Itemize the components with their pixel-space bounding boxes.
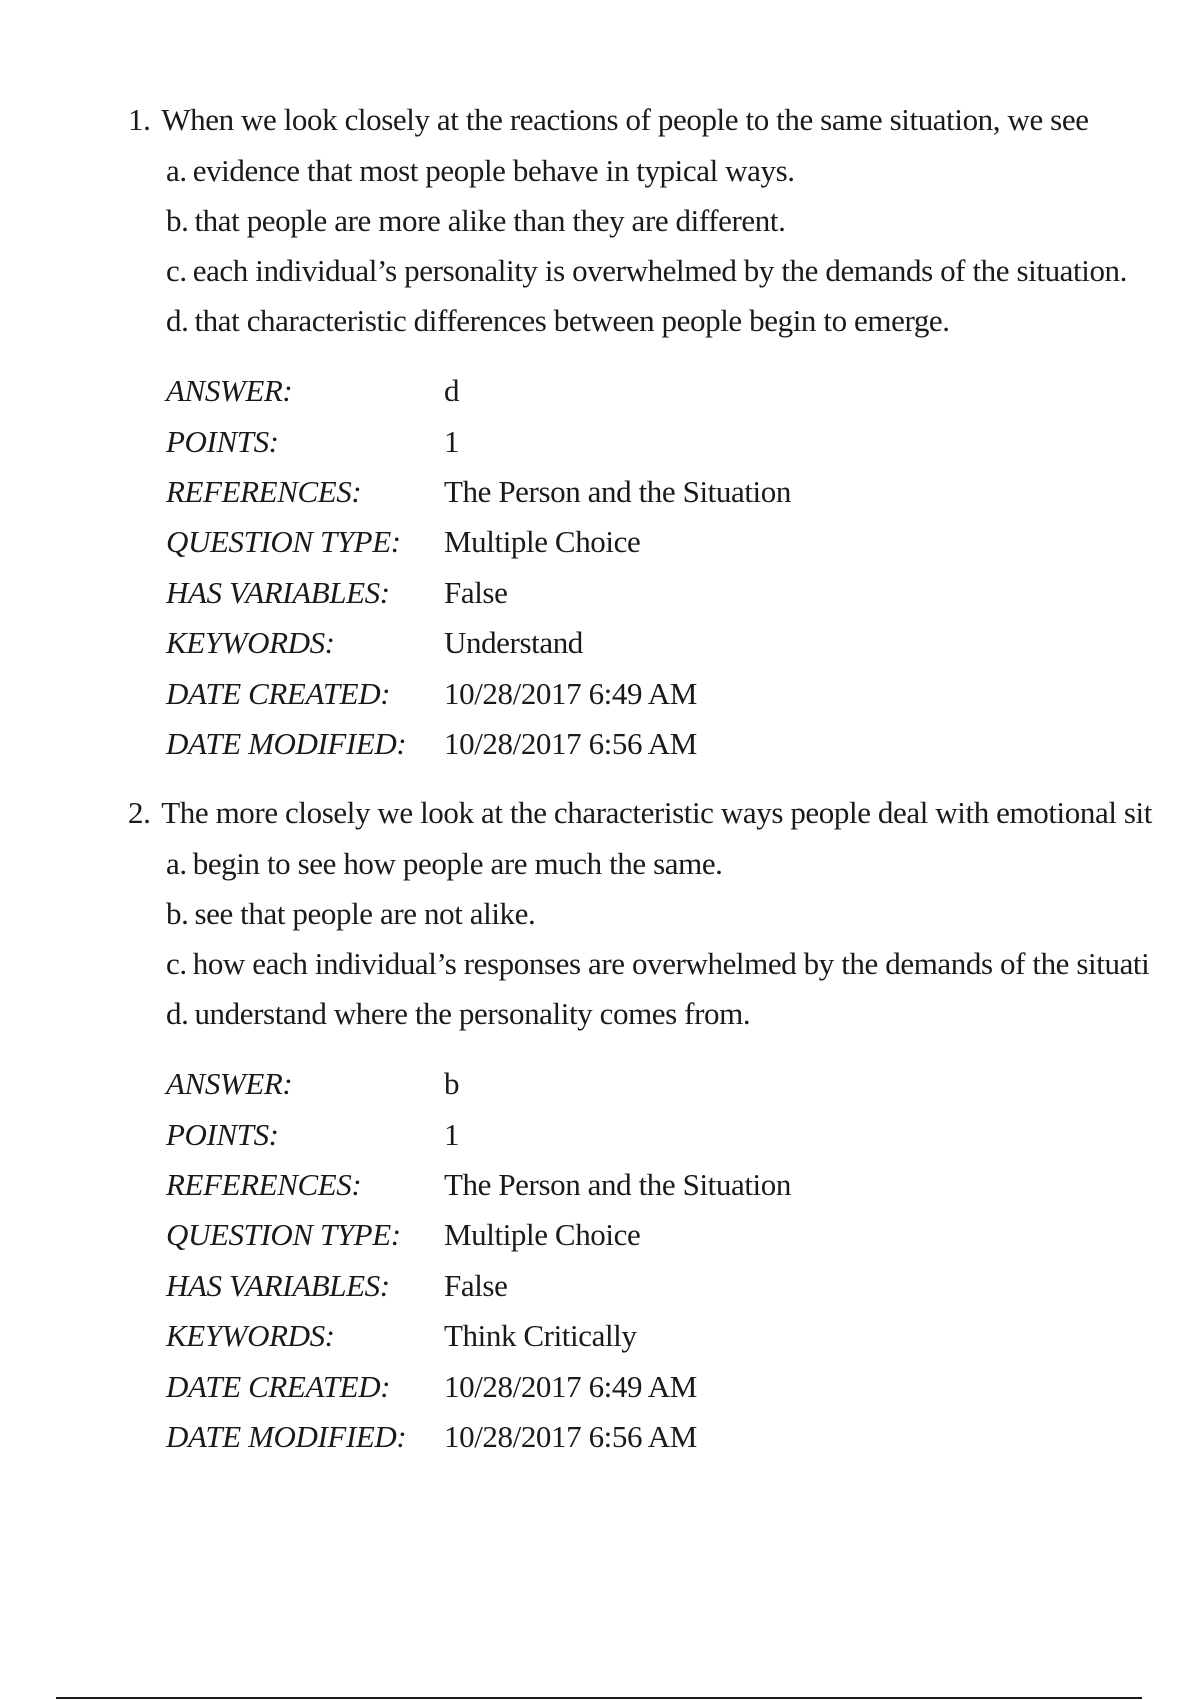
option-text: understand where the personality comes from. xyxy=(194,996,751,1031)
meta-value: False xyxy=(444,574,508,610)
footer-divider xyxy=(56,1697,1142,1699)
option-d xyxy=(166,296,1200,346)
meta-key: ANSWER: xyxy=(166,373,293,409)
meta-key: DATE CREATED: xyxy=(166,675,391,711)
meta-key: KEYWORDS: xyxy=(166,625,335,661)
meta-row-keywords xyxy=(166,1311,791,1361)
meta-row-date-modified xyxy=(166,719,791,769)
meta-value: 1 xyxy=(444,423,460,459)
meta-value: d xyxy=(444,373,460,409)
option-letter: b. xyxy=(166,896,189,931)
meta-key: QUESTION TYPE: xyxy=(166,1217,401,1253)
meta-key: POINTS: xyxy=(166,423,279,459)
option-text: that characteristic differences between people begin to emerge. xyxy=(194,303,950,338)
option-letter: d. xyxy=(166,303,189,338)
option-a xyxy=(166,839,1200,889)
option-text: each individual’s personality is overwhelmed by the demands of the situation. xyxy=(192,253,1128,288)
option-d xyxy=(166,989,1200,1039)
meta-key: DATE CREATED: xyxy=(166,1368,391,1404)
question-metadata xyxy=(166,1059,791,1462)
meta-row-has-variables xyxy=(166,1261,791,1311)
option-letter: d. xyxy=(166,996,189,1031)
meta-key: REFERENCES: xyxy=(166,1166,362,1202)
meta-row-question-type xyxy=(166,1210,791,1260)
meta-value: Think Critically xyxy=(444,1318,637,1354)
option-letter: a. xyxy=(166,846,187,881)
question-text: The more closely we look at the characteristic ways people deal with emotional sit xyxy=(161,795,1152,830)
option-text: see that people are not alike. xyxy=(194,896,536,931)
question-number: 1. xyxy=(128,102,151,137)
meta-row-references xyxy=(166,1160,791,1210)
meta-value: 10/28/2017 6:56 AM xyxy=(444,1418,697,1454)
meta-key: QUESTION TYPE: xyxy=(166,524,401,560)
option-a xyxy=(166,146,1200,196)
option-c xyxy=(166,939,1200,989)
question-text: When we look closely at the reactions of people to the same situation, we see xyxy=(161,102,1089,137)
meta-key: KEYWORDS: xyxy=(166,1318,335,1354)
meta-row-keywords xyxy=(166,618,791,668)
meta-value: Multiple Choice xyxy=(444,1217,641,1253)
option-letter: c. xyxy=(166,946,187,981)
meta-key: POINTS: xyxy=(166,1116,279,1152)
option-letter: a. xyxy=(166,153,187,188)
meta-key: DATE MODIFIED: xyxy=(166,1418,407,1454)
question-number: 2. xyxy=(128,795,151,830)
question-stem xyxy=(128,793,1200,833)
meta-row-date-created xyxy=(166,668,791,718)
meta-row-answer xyxy=(166,366,791,416)
meta-value: b xyxy=(444,1066,460,1102)
meta-value: 1 xyxy=(444,1116,460,1152)
option-b xyxy=(166,196,1200,246)
option-text: begin to see how people are much the same. xyxy=(192,846,723,881)
answer-options xyxy=(166,146,1200,346)
meta-row-date-created xyxy=(166,1361,791,1411)
meta-row-has-variables xyxy=(166,568,791,618)
option-text: how each individual’s responses are overwhelmed by the demands of the situati xyxy=(192,946,1150,981)
meta-key: HAS VARIABLES: xyxy=(166,574,390,610)
answer-options xyxy=(166,839,1200,1039)
meta-key: ANSWER: xyxy=(166,1066,293,1102)
meta-value: 10/28/2017 6:56 AM xyxy=(444,725,697,761)
meta-row-question-type xyxy=(166,517,791,567)
meta-row-answer xyxy=(166,1059,791,1109)
meta-value: 10/28/2017 6:49 AM xyxy=(444,675,697,711)
meta-row-points xyxy=(166,1109,791,1159)
option-c xyxy=(166,246,1200,296)
meta-value: The Person and the Situation xyxy=(444,1166,791,1202)
option-text: evidence that most people behave in typical ways. xyxy=(192,153,795,188)
option-b xyxy=(166,889,1200,939)
meta-value: 10/28/2017 6:49 AM xyxy=(444,1368,697,1404)
meta-row-date-modified xyxy=(166,1412,791,1462)
meta-row-points xyxy=(166,416,791,466)
option-letter: b. xyxy=(166,203,189,238)
meta-value: Understand xyxy=(444,625,583,661)
option-letter: c. xyxy=(166,253,187,288)
question-2 xyxy=(128,793,1200,1462)
meta-row-references xyxy=(166,467,791,517)
question-1 xyxy=(128,100,1200,769)
meta-value: False xyxy=(444,1267,508,1303)
question-stem xyxy=(128,100,1200,140)
meta-key: REFERENCES: xyxy=(166,473,362,509)
meta-value: Multiple Choice xyxy=(444,524,641,560)
option-text: that people are more alike than they are different. xyxy=(194,203,786,238)
meta-key: DATE MODIFIED: xyxy=(166,725,407,761)
meta-value: The Person and the Situation xyxy=(444,473,791,509)
meta-key: HAS VARIABLES: xyxy=(166,1267,390,1303)
question-metadata xyxy=(166,366,791,769)
